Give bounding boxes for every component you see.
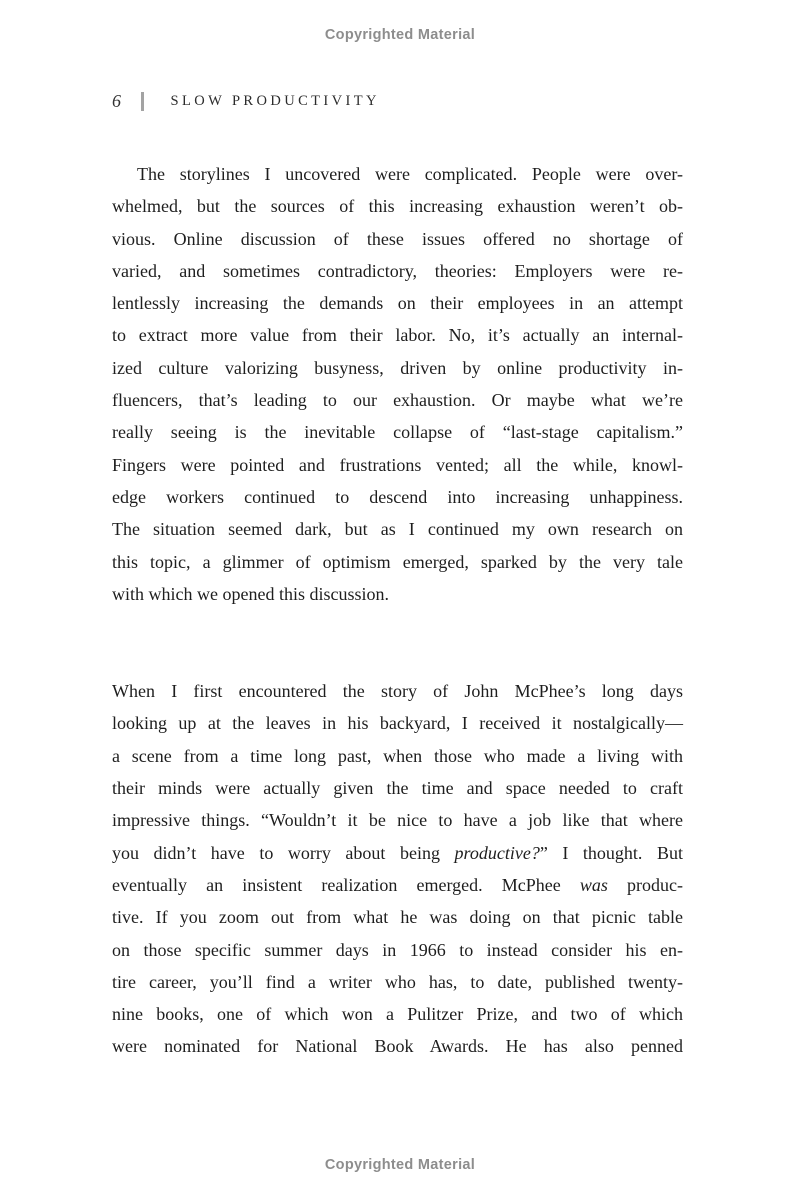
text-line: fluencers, that’s leading to our exhaustion. Or maybe what we’re (112, 390, 683, 411)
text-line: with which we opened this discussion. (112, 583, 389, 604)
paragraph-1 (112, 158, 683, 610)
body-text-block (112, 158, 683, 1063)
text-line: tive. If you zoom out from what he was doing on that picnic table (112, 907, 683, 928)
text-line: Fingers were pointed and frustrations vented; all the while, knowl- (112, 454, 683, 475)
text-line: When I first encountered the story of John McPhee’s long days (112, 681, 683, 702)
header-divider-rule (141, 92, 144, 111)
text-line: impressive things. “Wouldn’t it be nice to have a job like that where (112, 810, 683, 831)
text-line: tire career, you’ll find a writer who has, to date, published twenty- (112, 971, 683, 992)
text-line: The storylines I uncovered were complicated. People were over- (137, 164, 683, 184)
text-line: The situation seemed dark, but as I continued my own research on (112, 519, 683, 540)
text-line: whelmed, but the sources of this increasing exhaustion weren’t ob- (112, 196, 683, 217)
text-line: looking up at the leaves in his backyard, I received it nostalgically— (112, 713, 683, 734)
text-line: lentlessly increasing the demands on their employees in an attempt (112, 293, 683, 314)
text-line: on those specific summer days in 1966 to instead consider his en- (112, 939, 683, 960)
text-line: edge workers continued to descend into increasing unhappiness. (112, 486, 683, 507)
paragraph-2 (112, 675, 683, 1063)
text-line: varied, and sometimes contradictory, theories: Employers were re- (112, 260, 683, 281)
text-line: really seeing is the inevitable collapse of “last-stage capitalism.” (112, 422, 683, 443)
text-line: ized culture valorizing busyness, driven by online productivity in- (112, 357, 683, 378)
copyright-notice-bottom: Copyrighted Material (324, 1157, 476, 1173)
text-line: nine books, one of which won a Pulitzer Prize, and two of which (112, 1004, 683, 1025)
text-line: to extract more value from their labor. No, it’s actually an internal- (112, 325, 683, 346)
running-head-title: SLOW PRODUCTIVITY (170, 93, 380, 109)
copyright-notice-top: Copyrighted Material (324, 27, 476, 43)
text-line: their minds were actually given the time and space needed to craft (112, 778, 683, 799)
text-line: were nominated for National Book Awards. He has also penned (112, 1036, 683, 1057)
text-line: vious. Online discussion of these issues offered no shortage of (112, 228, 683, 249)
text-line: you didn’t have to worry about being productive?” I thought. But (112, 842, 683, 863)
running-head (112, 91, 683, 112)
page-number: 6 (112, 91, 121, 111)
text-line: eventually an insistent realization emerged. McPhee was produc- (112, 874, 683, 895)
text-line: this topic, a glimmer of optimism emerged, sparked by the very tale (112, 551, 683, 572)
text-line: a scene from a time long past, when those who made a living with (112, 745, 683, 766)
